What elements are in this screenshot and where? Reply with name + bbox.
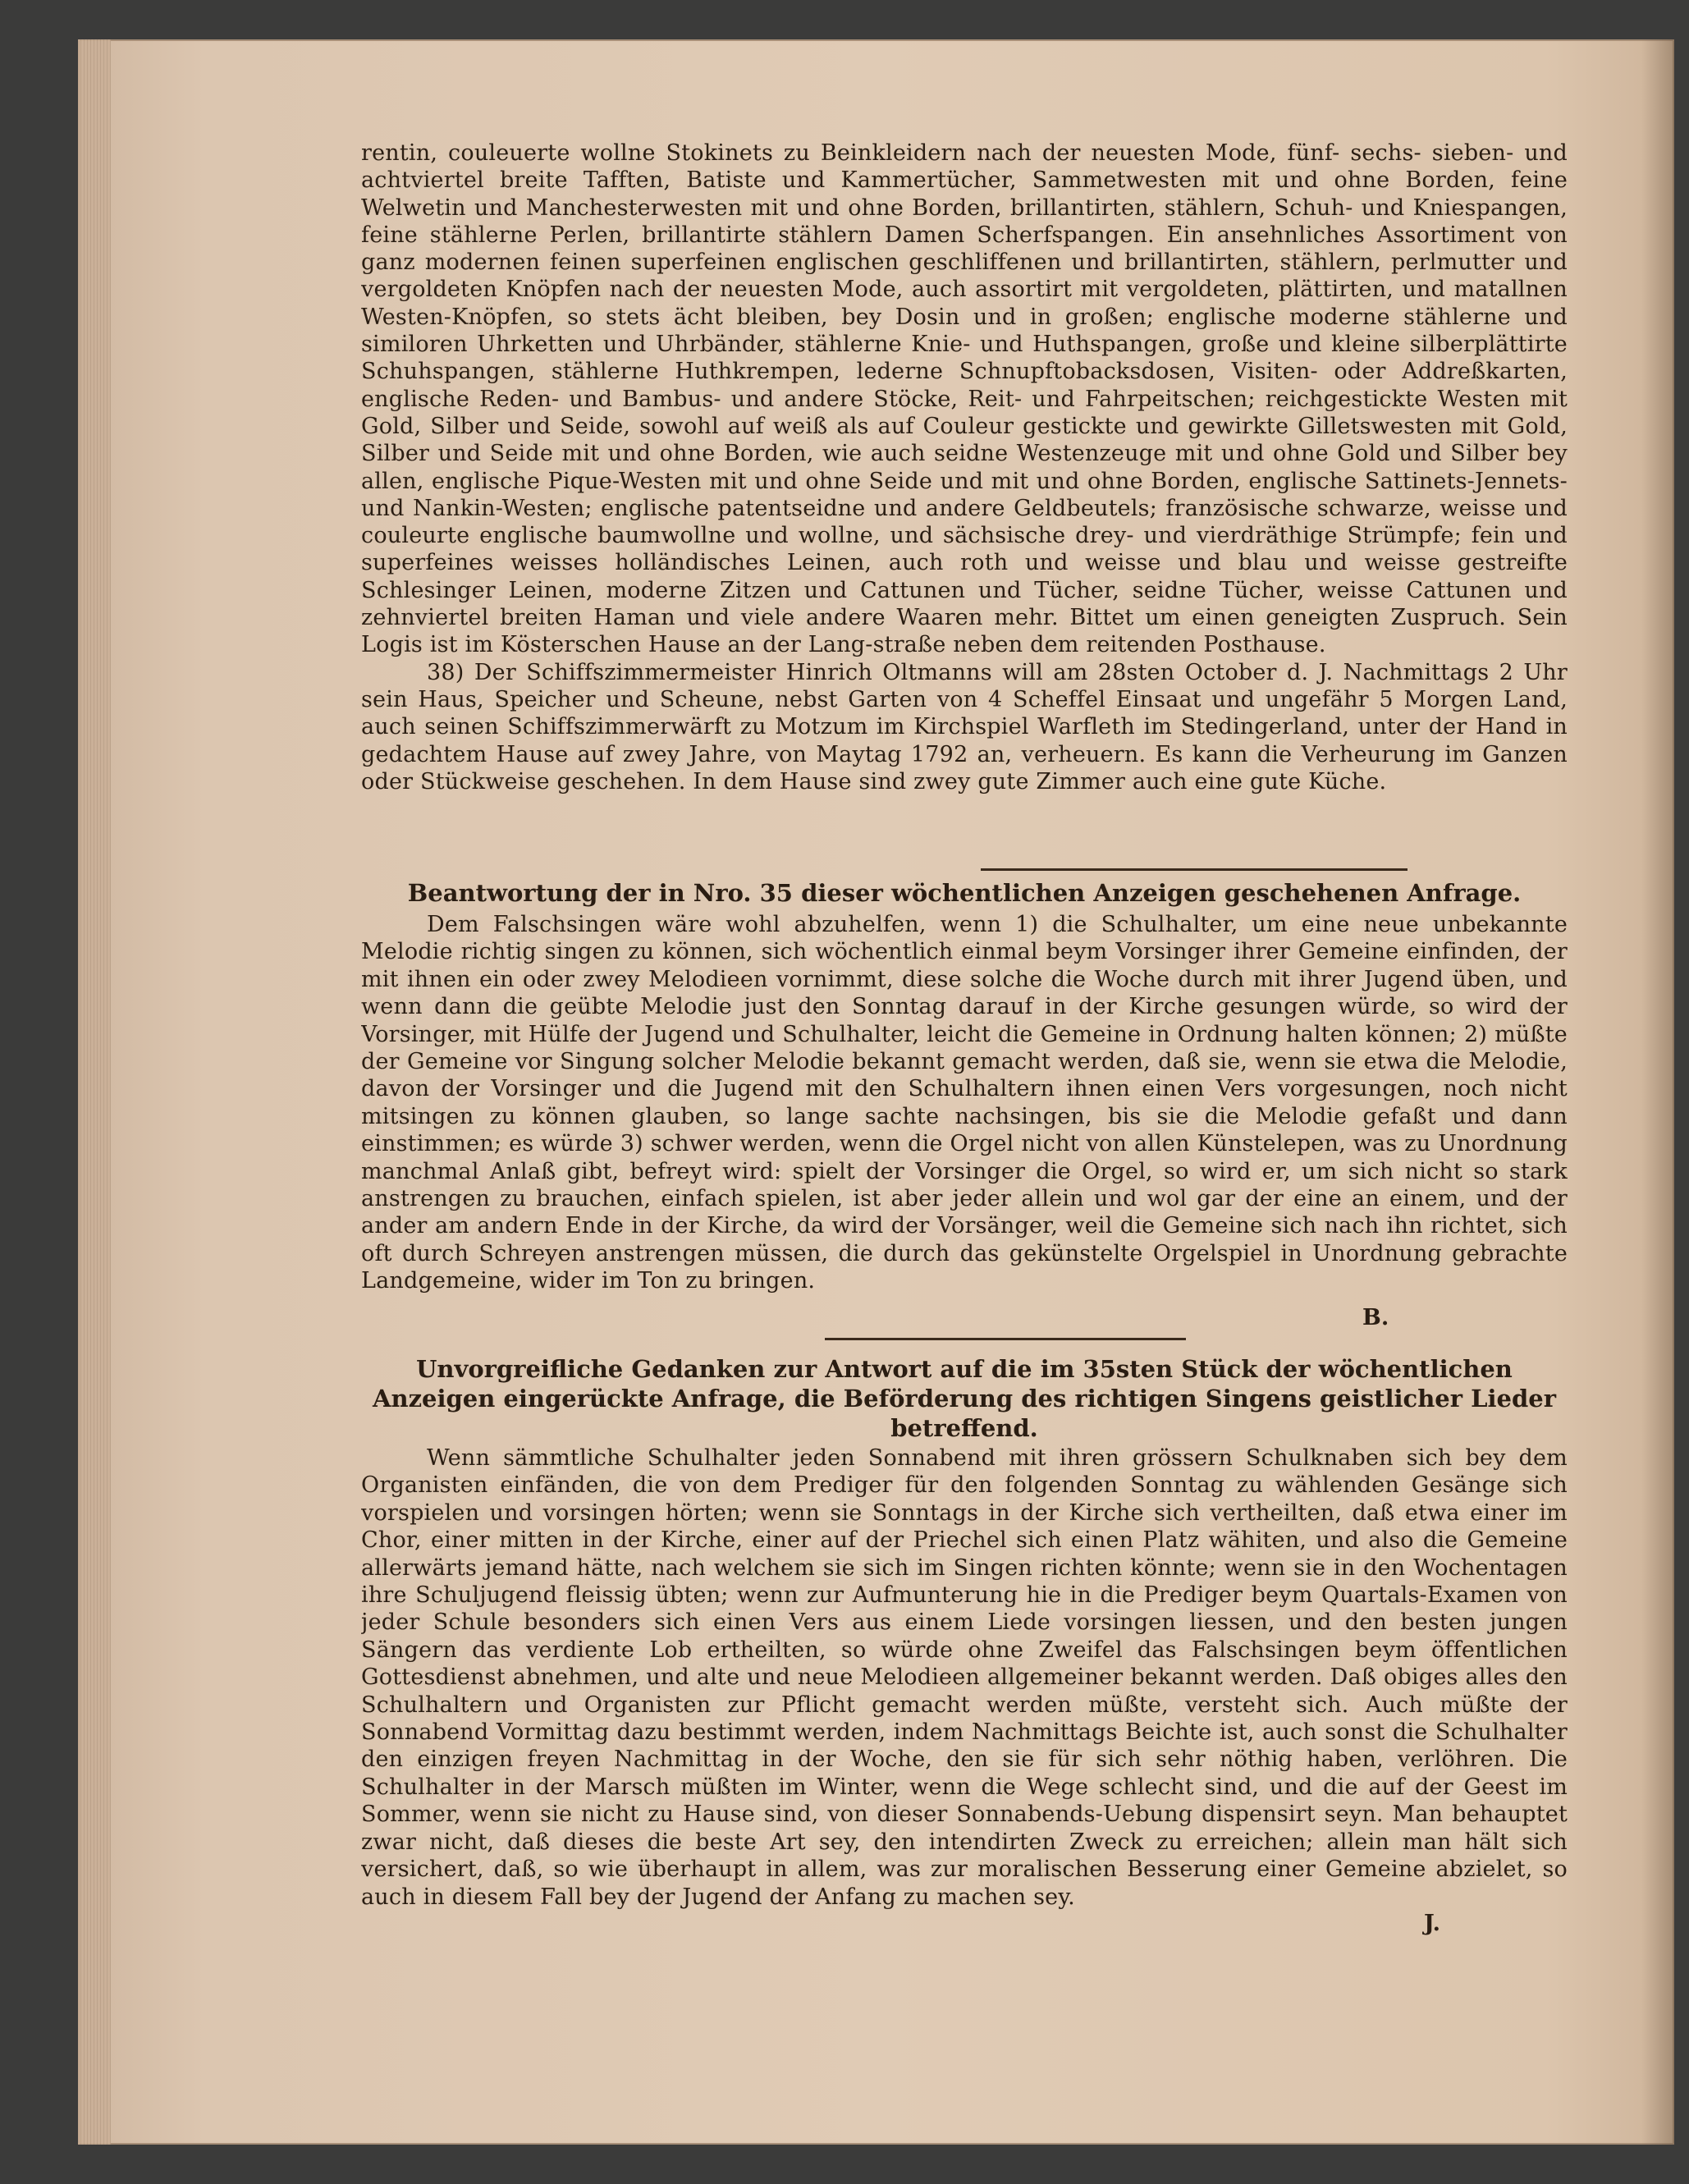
page-edge-stack	[78, 39, 111, 2145]
section-divider-2	[825, 1338, 1186, 1340]
advertisement-paragraph-2: 38) Der Schiffszimmermeister Hinrich Oltmanns will am 28sten October d. J. Nachmittags 2 Uhr sein Haus, Speicher und Scheune, nebst Garten von 4 Scheffel Einsaat und ungefähr 5 Morgen Land, auch seinen Schiffszimmerwärft zu Motzum im Kirchspiel Warfleth im Stedingerland, unter der Hand in gedachtem Hause auf zwey Jahre, von Maytag 1792 an, verheuern. Es kann die Verheurung im Ganzen oder Stückweise geschehen. In dem Hause sind zwey gute Zimmer auch eine gute Küche.	[361, 659, 1568, 794]
section-c-signature: J.	[1424, 1911, 1441, 1936]
section-c-heading: Unvorgreifliche Gedanken zur Antwort auf die im 35sten Stück der wöchentlichen Anzeigen eingerückte Anfrage, die Beförderung des richtigen Singens geistlicher Lieder betreffend.	[373, 1355, 1556, 1442]
advertisement-paragraph-1: rentin, couleuerte wollne Stokinets zu Beinkleidern nach der neuesten Mode, fünf- sechs- sieben- und achtviertel breite Tafften, Batiste und Kammertücher, Sammetwesten mit und ohne Borden, feine Welwetin und Manchesterwesten mit und ohne Borden, brillantirten, stählern, Schuh- und Kniespangen, feine stählerne Perlen, brillantirte stählern Damen Scherfspangen. Ein ansehnliches Assortiment von ganz modernen feinen superfeinen englischen geschliffenen und brillantirten, stählern, perlmutter und vergoldeten Knöpfen nach der neuesten Mode, auch assortirt mit vergoldeten, plättirten, und matallnen Westen-Knöpfen, so stets ächt bleiben, bey Dosin und in großen; englische moderne stählerne und similoren Uhrketten und Uhrbänder, stählerne Knie- und Huthspangen, große und kleine silberplättirte Schuhspangen, stählerne Huthkrempen, lederne Schnupftobacksdosen, Visiten- oder Addreßkarten, englische Reden- und Bambus- und andere Stöcke, Reit- und Fahrpeitschen; reichgestickte Westen mit Gold, Silber und Seide, sowohl auf weiß als auf Couleur gestickte und gewirkte Gilletswesten mit Gold, Silber und Seide mit und ohne Borden, wie auch seidne Westenzeuge mit und ohne Gold und Silber bey allen, englische Pique-Westen mit und ohne Seide und mit und ohne Borden, englische Sattinets-Jennets- und Nankin-Westen; englische patentseidne und andere Geldbeutels; französische schwarze, weisse und couleurte englische baumwollne und wollne, und sächsische drey- und vierdräthige Strümpfe; fein und superfeines weisses holländisches Leinen, auch roth und weisse und blau und weisse gestreifte Schlesinger Leinen, moderne Zitzen und Cattunen und Tücher, seidne Tücher, weisse Cattunen und zehnviertel breiten Haman und viele andere Waaren mehr. Bittet um einen geneigten Zuspruch. Sein Logis ist im Kösterschen Hause an der Lang-straße neben dem reitenden Posthause.	[361, 140, 1568, 658]
section-divider-1	[981, 868, 1408, 871]
section-b-heading: Beantwortung der in Nro. 35 dieser wöchentlichen Anzeigen geschehenen Anfrage.	[407, 879, 1522, 907]
section-b-body: Dem Falschsingen wäre wohl abzuhelfen, wenn 1) die Schulhalter, um eine neue unbekannte Melodie richtig singen zu können, sich wöchentlich einmal beym Vorsinger ihrer Gemeine einfinden, der mit ihnen ein oder zwey Melodieen vornimmt, diese solche die Woche durch mit ihrer Jugend üben, und wenn dann die geübte Melodie just den Sonntag darauf in der Kirche gesungen würde, so wird der Vorsinger, mit Hülfe der Jugend und Schulhalter, leicht die Gemeine in Ordnung halten können; 2) müßte der Gemeine vor Singung solcher Melodie bekannt gemacht werden, daß sie, wenn sie etwa die Melodie, davon der Vorsinger und die Jugend mit den Schulhaltern ihnen einen Vers vorgesungen, noch nicht mitsingen zu können glauben, so lange sachte nachsingen, bis sie die Melodie gefaßt und dann einstimmen; es würde 3) schwer werden, wenn die Orgel nicht von allen Künstelepen, was zu Unordnung manchmal Anlaß gibt, befreyt wird: spielt der Vorsinger die Orgel, so wird er, um sich nicht so stark anstrengen zu brauchen, einfach spielen, ist aber jeder allein und wol gar der eine an einem, und der ander am andern Ende in der Kirche, da wird der Vorsänger, weil die Gemeine sich nach ihn richtet, sich oft durch Schreyen anstrengen müssen, die durch das gekünstelte Orgelspiel in Unordnung gebrachte Landgemeine, wider im Ton zu bringen.	[361, 912, 1568, 1294]
advertisement-section	[361, 140, 1568, 862]
binding-shadow	[1641, 39, 1674, 2145]
section-b-signature: B.	[1362, 1305, 1389, 1330]
section-c-body: Wenn sämmtliche Schulhalter jeden Sonnabend mit ihren grössern Schulknaben sich bey dem Organisten einfänden, die von dem Prediger für den folgenden Sonntag zu wählenden Gesänge sich vorspielen und vorsingen hörten; wenn sie Sonntags in der Kirche sich vertheilten, daß etwa einer im Chor, einer mitten in der Kirche, einer auf der Priechel sich einen Platz wähiten, und also die Gemeine allerwärts jemand hätte, nach welchem sie sich im Singen richten könnte; wenn sie in den Wochentagen ihre Schuljugend fleissig übten; wenn zur Aufmunterung hie in die Prediger beym Quartals-Examen von jeder Schule besonders sich einen Vers aus einem Liede vorsingen liessen, und den besten jungen Sängern das verdiente Lob ertheilten, so würde ohne Zweifel das Falschsingen beym öffentlichen Gottesdienst abnehmen, und alte und neue Melodieen allgemeiner bekannt werden. Daß obiges alles den Schulhaltern und Organisten zur Pflicht gemacht werden müßte, versteht sich. Auch müßte der Sonnabend Vormittag dazu bestimmt werden, indem Nachmittags Beichte ist, auch sonst die Schulhalter den einzigen freyen Nachmittag in der Woche, den sie für sich sehr nöthig haben, verlöhren. Die Schulhalter in der Marsch müßten im Winter, wenn die Wege schlecht sind, und die auf der Geest im Sommer, wenn sie nicht zu Hause sind, von dieser Sonnabends-Uebung dispensirt seyn. Man behauptet zwar nicht, daß dieses die beste Art sey, den intendirten Zweck zu erreichen; allein man hält sich versichert, daß, so wie überhaupt in allem, was zur moralischen Besserung einer Gemeine abzielet, so auch in diesem Fall bey der Jugend der Anfang zu machen sey.	[361, 1445, 1568, 1910]
